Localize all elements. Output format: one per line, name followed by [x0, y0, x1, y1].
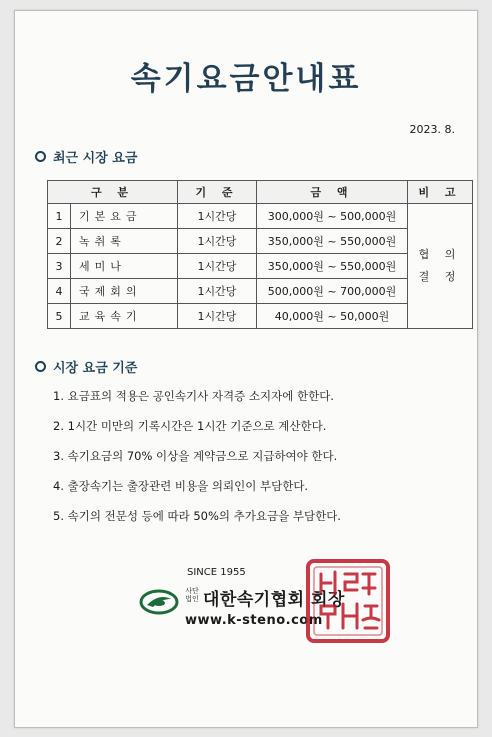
document-page [14, 10, 478, 728]
row-basis: 1시간당 [178, 204, 257, 229]
row-category: 녹취록 [71, 229, 178, 254]
table-header-row [48, 181, 473, 204]
table-row [48, 204, 473, 229]
corporation-label-top: 사단 [185, 587, 199, 595]
row-number: 1 [48, 204, 71, 229]
section-rate-standards [35, 357, 137, 376]
note-line: 결 정 [418, 270, 462, 283]
row-basis: 1시간당 [178, 254, 257, 279]
rule-item: 2. 1시간 미만의 기록시간은 1시간 기준으로 계산한다. [53, 419, 327, 433]
corporation-label-bottom: 법인 [185, 595, 199, 603]
since-text: SINCE 1955 [187, 567, 246, 578]
rule-item: 1. 요금표의 적용은 공인속기사 자격증 소지자에 한한다. [53, 389, 334, 403]
rules-list [53, 388, 341, 538]
header-basis: 기 준 [178, 181, 257, 204]
row-number: 3 [48, 254, 71, 279]
row-category: 기본요금 [71, 204, 178, 229]
circle-bullet-icon [35, 151, 46, 162]
row-category: 교육속기 [71, 304, 178, 329]
section-title: 시장 요금 기준 [53, 361, 138, 376]
section-current-rates [35, 147, 137, 166]
row-category: 국제회의 [71, 279, 178, 304]
header-note: 비 고 [408, 181, 473, 204]
note-line: 협 의 [418, 248, 462, 261]
rule-item: 4. 출장속기는 출장관련 비용을 의뢰인이 부담한다. [53, 479, 309, 493]
page-title: 속기요금안내표 [130, 61, 362, 97]
row-amount: 300,000원 ~ 500,000원 [257, 204, 408, 229]
rate-table [47, 180, 473, 329]
row-basis: 1시간당 [178, 304, 257, 329]
association-logo-icon [139, 589, 179, 615]
row-basis: 1시간당 [178, 279, 257, 304]
note-cell [408, 204, 473, 329]
official-seal-icon [305, 558, 391, 644]
header-category: 구 분 [48, 181, 178, 204]
row-amount: 40,000원 ~ 50,000원 [257, 304, 408, 329]
website-url: www.k-steno.com [185, 613, 323, 628]
row-category: 세미나 [71, 254, 178, 279]
row-number: 5 [48, 304, 71, 329]
row-amount: 350,000원 ~ 550,000원 [257, 229, 408, 254]
header-amount: 금 액 [257, 181, 408, 204]
row-number: 2 [48, 229, 71, 254]
rule-item: 5. 속기의 전문성 등에 따라 50%의 추가요금을 부담한다. [53, 509, 341, 523]
corporation-label [185, 587, 199, 603]
rule-item: 3. 속기요금의 70% 이상을 계약금으로 지급하여야 한다. [53, 449, 338, 463]
row-number: 4 [48, 279, 71, 304]
row-amount: 350,000원 ~ 550,000원 [257, 254, 408, 279]
document-date: 2023. 8. [409, 123, 455, 136]
section-title: 최근 시장 요금 [53, 151, 138, 166]
row-basis: 1시간당 [178, 229, 257, 254]
row-amount: 500,000원 ~ 700,000원 [257, 279, 408, 304]
circle-bullet-icon [35, 361, 46, 372]
organization-name: 대한속기협회 회장 [203, 590, 345, 610]
